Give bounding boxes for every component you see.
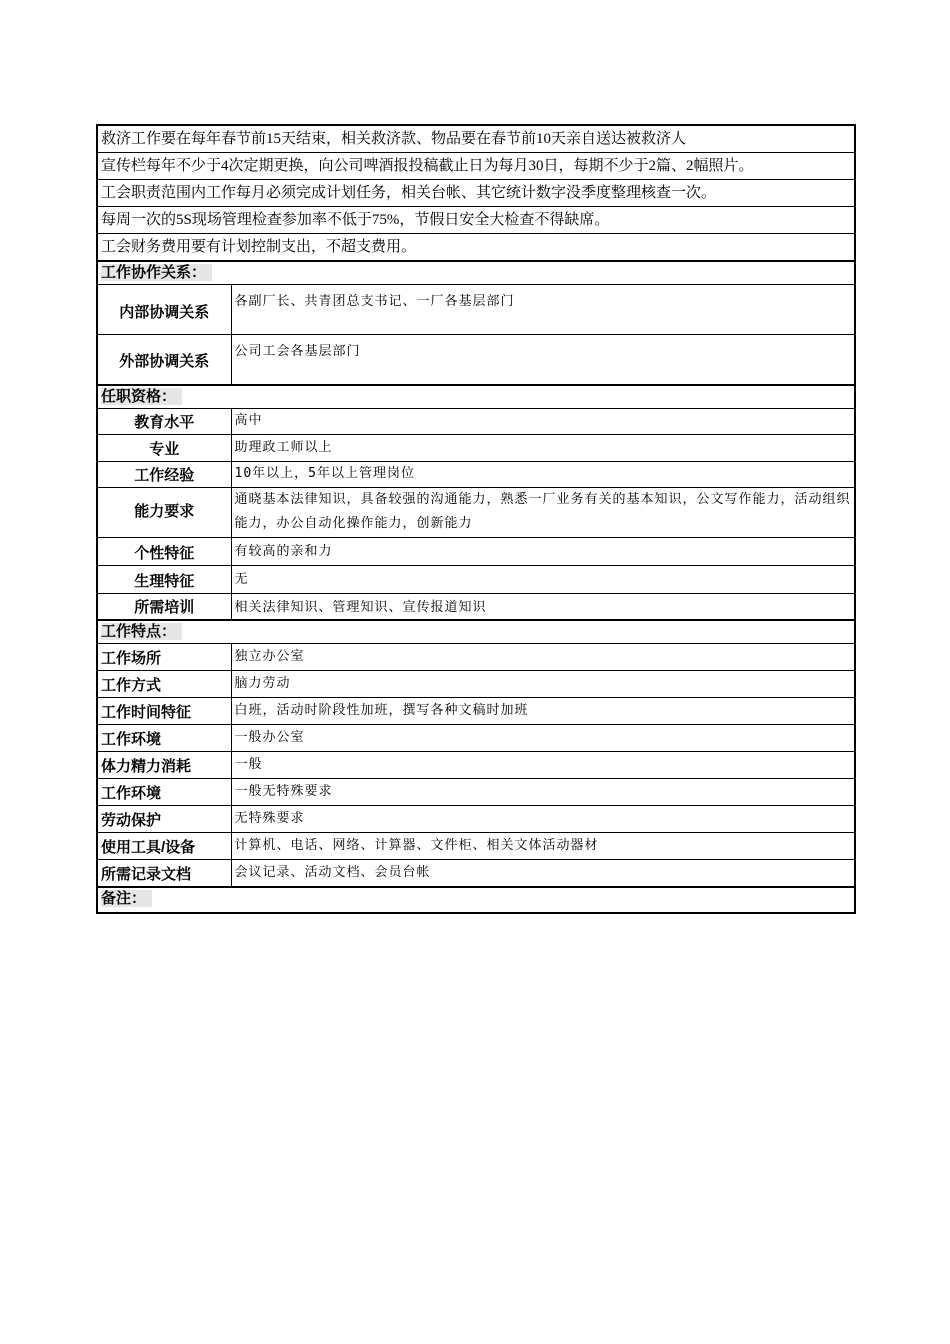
coordination-row-external xyxy=(97,335,855,385)
qualification-label: 所需培训 xyxy=(97,593,231,620)
qualification-label: 工作经验 xyxy=(97,461,231,487)
feature-value: 脑力劳动 xyxy=(231,671,855,698)
duty-text: 宣传栏每年不少于4次定期更换，向公司啤酒报投稿截止日为每月30日，每期不少于2篇、2幅照片。 xyxy=(97,153,855,180)
qualification-label: 教育水平 xyxy=(97,408,231,434)
section-title: 工作协作关系： xyxy=(101,264,212,281)
feature-label: 劳动保护 xyxy=(97,806,231,833)
duty-text: 救济工作要在每年春节前15天结束，相关救济款、物品要在春节前10天亲自送达被救济人 xyxy=(97,125,855,153)
section-title: 备注： xyxy=(101,890,152,907)
feature-label: 工作方式 xyxy=(97,671,231,698)
duty-text: 工会职责范围内工作每月必须完成计划任务，相关台帐、其它统计数字没季度整理核查一次。 xyxy=(97,180,855,207)
feature-row xyxy=(97,671,855,698)
qualification-label: 生理特征 xyxy=(97,565,231,593)
qualification-value: 无 xyxy=(231,565,855,593)
section-header-features xyxy=(97,620,855,644)
feature-value: 计算机、电话、网络、计算器、文件柜、相关文体活动器材 xyxy=(231,833,855,860)
duty-row xyxy=(97,125,855,153)
feature-value: 无特殊要求 xyxy=(231,806,855,833)
qualification-row xyxy=(97,565,855,593)
feature-label: 体力精力消耗 xyxy=(97,752,231,779)
internal-label: 内部协调关系 xyxy=(97,285,231,335)
external-value: 公司工会各基层部门 xyxy=(231,335,855,385)
feature-label: 工作环境 xyxy=(97,779,231,806)
section-title: 工作特点： xyxy=(101,623,182,640)
feature-value: 一般 xyxy=(231,752,855,779)
feature-label: 工作场所 xyxy=(97,644,231,671)
feature-value: 白班，活动时阶段性加班，撰写各种文稿时加班 xyxy=(231,698,855,725)
qualification-value: 相关法律知识、管理知识、宣传报道知识 xyxy=(231,593,855,620)
duty-row xyxy=(97,180,855,207)
feature-label: 使用工具/设备 xyxy=(97,833,231,860)
qualification-value: 助理政工师以上 xyxy=(231,434,855,461)
qualification-row xyxy=(97,537,855,565)
qualification-value: 通晓基本法律知识，具备较强的沟通能力，熟悉一厂业务有关的基本知识，公文写作能力，活动组织能力，办公自动化操作能力，创新能力 xyxy=(231,487,855,537)
feature-row xyxy=(97,725,855,752)
qualification-label: 专业 xyxy=(97,434,231,461)
feature-row xyxy=(97,644,855,671)
feature-value: 一般办公室 xyxy=(231,725,855,752)
feature-label: 所需记录文档 xyxy=(97,860,231,887)
feature-row xyxy=(97,833,855,860)
qualification-value: 10年以上，5年以上管理岗位 xyxy=(231,461,855,487)
qualification-row xyxy=(97,593,855,620)
duty-text: 每周一次的5S现场管理检查参加率不低于75%，节假日安全大检查不得缺席。 xyxy=(97,207,855,234)
feature-row xyxy=(97,698,855,725)
qualification-row xyxy=(97,434,855,461)
external-label: 外部协调关系 xyxy=(97,335,231,385)
job-description-table xyxy=(96,124,856,914)
feature-row xyxy=(97,806,855,833)
internal-value: 各副厂长、共青团总支书记、一厂各基层部门 xyxy=(231,285,855,335)
duty-text: 工会财务费用要有计划控制支出，不超支费用。 xyxy=(97,234,855,262)
qualification-label: 能力要求 xyxy=(97,487,231,537)
section-header-remarks xyxy=(97,887,855,913)
qualification-value: 有较高的亲和力 xyxy=(231,537,855,565)
qualification-row xyxy=(97,408,855,434)
feature-value: 独立办公室 xyxy=(231,644,855,671)
feature-row xyxy=(97,860,855,887)
section-header-qualifications xyxy=(97,385,855,409)
section-header-coordination xyxy=(97,261,855,285)
coordination-row-internal xyxy=(97,285,855,335)
feature-value: 会议记录、活动文档、会员台帐 xyxy=(231,860,855,887)
duty-row xyxy=(97,153,855,180)
duty-row xyxy=(97,207,855,234)
section-title: 任职资格： xyxy=(101,388,182,405)
feature-row xyxy=(97,752,855,779)
feature-label: 工作环境 xyxy=(97,725,231,752)
duty-row xyxy=(97,234,855,262)
qualification-row xyxy=(97,461,855,487)
qualification-label: 个性特征 xyxy=(97,537,231,565)
feature-row xyxy=(97,779,855,806)
feature-value: 一般无特殊要求 xyxy=(231,779,855,806)
feature-label: 工作时间特征 xyxy=(97,698,231,725)
qualification-row xyxy=(97,487,855,537)
job-description-sheet xyxy=(96,124,854,914)
qualification-value: 高中 xyxy=(231,408,855,434)
